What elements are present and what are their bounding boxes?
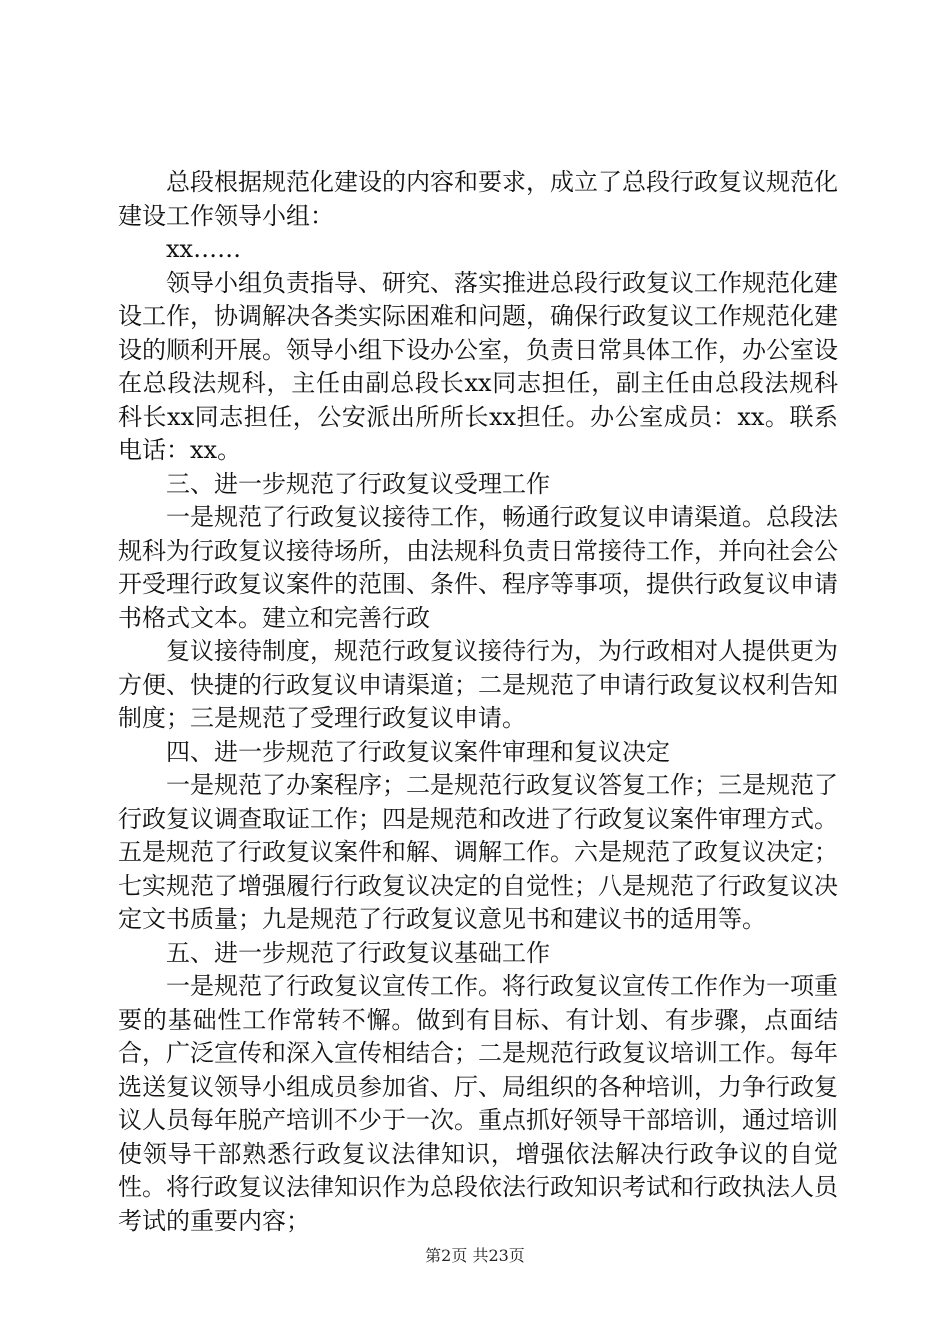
paragraph-intro: 总段根据规范化建设的内容和要求，成立了总段行政复议规范化建设工作领导小组：	[118, 168, 838, 230]
paragraph-reception-cont: 复议接待制度，规范行政复议接待行为，为行政相对人提供更为方便、快捷的行政复议申请渠道；二是规范了申请行政复议权利告知制度；三是规范了受理行政复议申请。	[118, 637, 838, 732]
document-body	[118, 166, 838, 1238]
paragraph-reception: 一是规范了行政复议接待工作，畅通行政复议申请渠道。总段法规科为行政复议接待场所，由法规科负责日常接待工作，并向社会公开受理行政复议案件的范围、条件、程序等事项，提供行政复议申请书格式文本。建立和完善行政	[118, 503, 838, 632]
section-heading-4: 四、进一步规范了行政复议案件审理和复议决定	[166, 737, 670, 766]
page-number-footer: 第2页 共23页	[425, 1246, 525, 1265]
paragraph-leadership-duties: 领导小组负责指导、研究、落实推进总段行政复议工作规范化建设工作，协调解决各类实际困难和问题，确保行政复议工作规范化建设的顺利开展。领导小组下设办公室，负责日常具体工作，办公室设在总段法规科，主任由副总段长xx同志担任，副主任由总段法规科科长xx同志担任，公安派出所所长xx担任。办公室成员：xx。联系电话：xx。	[118, 268, 838, 464]
paragraph-review: 一是规范了办案程序；二是规范行政复议答复工作；三是规范了行政复议调查取证工作；四是规范和改进了行政复议案件审理方式。五是规范了行政复议案件和解、调解工作。六是规范了政复议决定；七实规范了增强履行行政复议决定的自觉性；八是规范了行政复议决定文书质量；九是规范了行政复议意见书和建议书的适用等。	[118, 771, 838, 933]
section-heading-5: 五、进一步规范了行政复议基础工作	[166, 938, 550, 967]
section-heading-3: 三、进一步规范了行政复议受理工作	[166, 469, 550, 498]
paragraph-members: xx……	[166, 235, 242, 263]
paragraph-foundation: 一是规范了行政复议宣传工作。将行政复议宣传工作作为一项重要的基础性工作常转不懈。做到有目标、有计划、有步骤，点面结合，广泛宣传和深入宣传相结合；二是规范行政复议培训工作。每年选送复议领导小组成员参加省、厅、局组织的各种培训，力争行政复议人员每年脱产培训不少于一次。重点抓好领导干部培训，通过培训使领导干部熟悉行政复议法律知识，增强依法解决行政争议的自觉性。将行政复议法律知识作为总段依法行政知识考试和行政执法人员考试的重要内容；	[118, 972, 838, 1235]
